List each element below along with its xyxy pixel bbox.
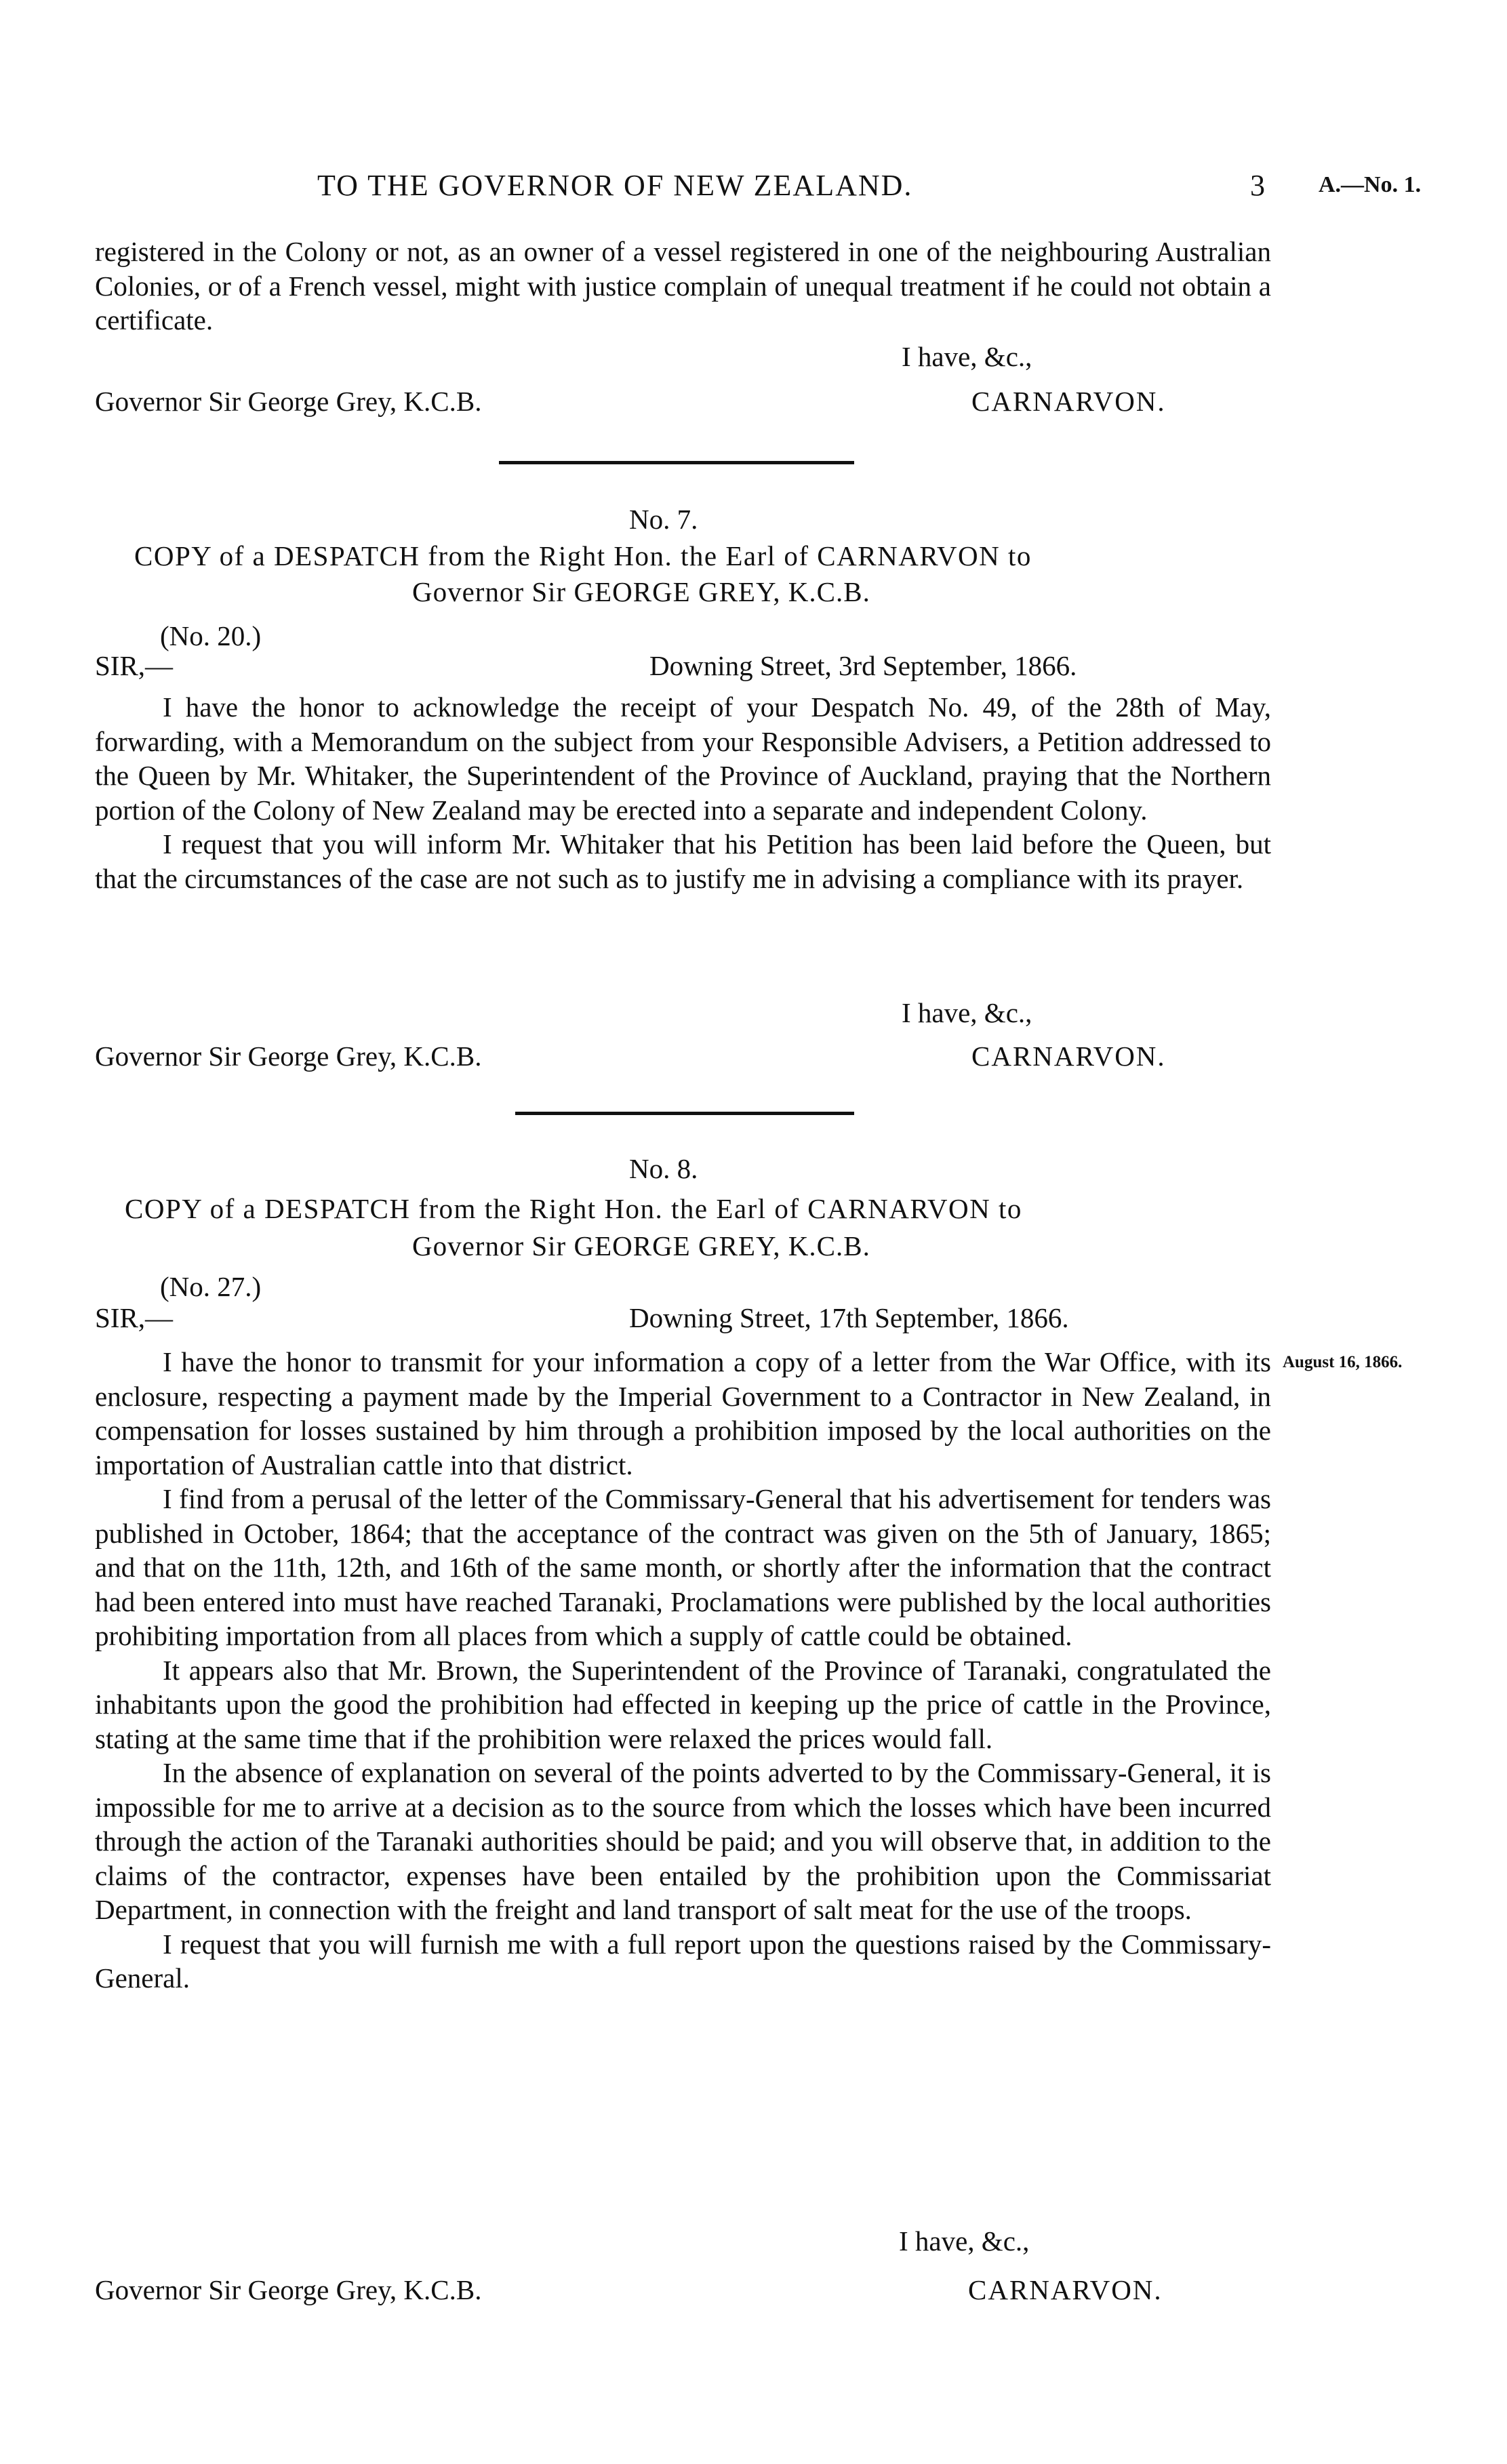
running-head-title: TO THE GOVERNOR OF NEW ZEALAND. [317, 169, 913, 202]
signature: CARNARVON. [971, 386, 1166, 417]
place-date: Downing Street, 17th September, 1866. [629, 1302, 1069, 1333]
addressee: Governor Sir George Grey, K.C.B. [95, 1041, 482, 1072]
closing-salutation: I have, &c., [899, 2225, 1030, 2257]
section-divider [499, 461, 854, 464]
signature: CARNARVON. [968, 2274, 1163, 2305]
despatch-number: No. 7. [629, 504, 698, 535]
body-paragraph: I request that you will inform Mr. Whitaker that his Petition has been laid before the Queen, but that the circumstances of the case are not such as to justify me in advising a compliance with its prayer. [95, 828, 1271, 894]
despatch-title-line1: COPY of a DESPATCH from the Right Hon. the Earl of CARNARVON to [134, 540, 1032, 571]
section-divider [515, 1112, 854, 1115]
closing-salutation: I have, &c., [902, 997, 1032, 1028]
body-paragraph: In the absence of explanation on several of the points adverted to by the Commissary-General, it is impossible for me to arrive at a decision as to the source from which the losses which have been incurred through the action of the Taranaki authorities should be paid; and you will observe that, in addition to the claims of the contractor, expenses have been entailed by the prohibition upon the Commissariat Department, in connection with the freight and land transport of salt meat for the use of the troops. [95, 1757, 1271, 1925]
despatch-number: No. 8. [629, 1153, 698, 1184]
addressee: Governor Sir George Grey, K.C.B. [95, 2274, 482, 2305]
despatch-ref: (No. 27.) [160, 1271, 262, 1302]
despatch-body [95, 1345, 1271, 1996]
despatch-body [95, 690, 1271, 895]
page-number: 3 [1250, 169, 1265, 202]
salutation: SIR,— [95, 1302, 174, 1333]
continuation-text: registered in the Colony or not, as an owner of a vessel registered in one of the neighbouring Australian Colonies, or of a French vessel, might with justice complain of unequal treatment if he could not obtain a certificate. [95, 236, 1271, 336]
closing-salutation: I have, &c., [902, 341, 1032, 372]
despatch-title-line2: Governor Sir GEORGE GREY, K.C.B. [412, 1230, 870, 1261]
place-date: Downing Street, 3rd September, 1866. [649, 650, 1077, 681]
body-paragraph: I find from a perusal of the letter of the Commissary-General that his advertisement for tenders was published in October, 1864; that the acceptance of the contract was given on the 5th of January, 1865; and that on the 11th, 12th, and 16th of the same month, or shortly after the information that the contract had been entered into must have reached Taranaki, Proclamations were published by the local authorities prohibiting importation from all places from which a supply of cattle could be obtained. [95, 1483, 1271, 1651]
margin-note: August 16, 1866. [1283, 1353, 1403, 1371]
addressee: Governor Sir George Grey, K.C.B. [95, 386, 482, 417]
body-paragraph: It appears also that Mr. Brown, the Superintendent of the Province of Taranaki, congratulated the inhabitants upon the good the prohibition had effected in keeping up the price of cattle in the Province, stating at the same time that if the prohibition were relaxed the prices would fall. [95, 1654, 1271, 1754]
continuation-paragraph [95, 235, 1271, 338]
despatch-ref: (No. 20.) [160, 620, 262, 651]
document-reference: A.—No. 1. [1319, 172, 1422, 197]
despatch-title-line1: COPY of a DESPATCH from the Right Hon. the Earl of CARNARVON to [125, 1193, 1022, 1224]
body-paragraph: I request that you will furnish me with a full report upon the questions raised by the Commissary-General. [95, 1928, 1271, 1994]
despatch-title-line2: Governor Sir GEORGE GREY, K.C.B. [412, 576, 870, 607]
salutation: SIR,— [95, 650, 174, 681]
body-paragraph: I have the honor to transmit for your information a copy of a letter from the War Office, with its enclosure, respecting a payment made by the Imperial Government to a Contractor in New Zealand, in compensation for losses sustained by him through a prohibition imposed by the local authorities on the importation of Australian cattle into that district. [95, 1346, 1271, 1480]
signature: CARNARVON. [971, 1041, 1166, 1072]
body-paragraph: I have the honor to acknowledge the receipt of your Despatch No. 49, of the 28th of May, forwarding, with a Memorandum on the subject from your Responsible Advisers, a Petition addressed to the Queen by Mr. Whitaker, the Superintendent of the Province of Auckland, praying that the Northern portion of the Colony of New Zealand may be erected into a separate and independent Colony. [95, 691, 1271, 826]
